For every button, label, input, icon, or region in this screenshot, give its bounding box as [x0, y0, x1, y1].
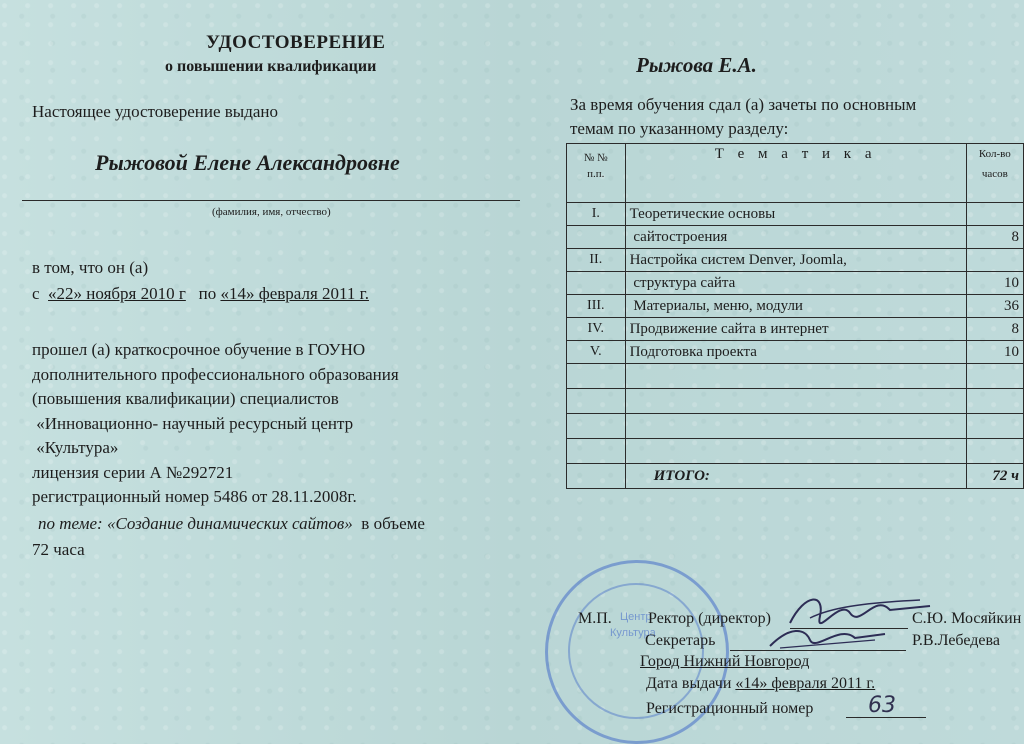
- header-topic: Т е м а т и к а: [625, 144, 966, 203]
- row-hours: 10: [966, 272, 1023, 295]
- row-hours: 10: [966, 341, 1023, 364]
- table-row-empty: [567, 364, 1024, 389]
- row-hours: [966, 203, 1023, 226]
- secretary-signature: [760, 618, 900, 658]
- body-text: [32, 338, 399, 510]
- header-number-line1: № №: [583, 152, 608, 164]
- issue-date: «14» февраля 2011 г.: [735, 675, 876, 692]
- stamp-text: Центр: [620, 611, 652, 623]
- table-row: [567, 203, 1024, 226]
- body-line: лицензия серии А №292721: [32, 462, 234, 482]
- rector-name: С.Ю. Мосяйкин: [912, 610, 1022, 627]
- table-row: [567, 249, 1024, 272]
- seal-place-label: М.П.: [578, 610, 612, 627]
- secretary-name: Р.В.Лебедева: [912, 632, 1000, 649]
- name-caption: (фамилия, имя, отчество): [212, 206, 331, 218]
- header-number: [567, 144, 626, 203]
- header-hours-line2: часов: [981, 168, 1008, 180]
- date-to: «14» февраля 2011 г.: [220, 284, 369, 303]
- row-hours: 36: [966, 295, 1023, 318]
- stamp-text-2: Культура: [610, 627, 656, 639]
- table-row-empty: [567, 414, 1024, 439]
- intro-line-2: темам по указанному разделу:: [570, 119, 789, 138]
- date-from: «22» ноября 2010 г: [48, 284, 186, 303]
- row-number: II.: [567, 249, 626, 272]
- row-topic: Подготовка проекта: [625, 341, 966, 364]
- rector-label: Ректор (директор): [648, 610, 771, 627]
- header-hours-line1: Кол-во: [978, 148, 1011, 160]
- volume-label: в объеме: [361, 514, 425, 533]
- topics-table: [566, 143, 1024, 489]
- table-row: [567, 295, 1024, 318]
- row-topic: Продвижение сайта в интернет: [625, 318, 966, 341]
- stamp-inner-ring: [568, 583, 704, 719]
- certificate-title: УДОСТОВЕРЕНИЕ: [206, 32, 386, 53]
- course-topic-line: [38, 514, 425, 534]
- row-topic: Материалы, меню, модули: [625, 295, 966, 318]
- total-value: 72 ч: [966, 464, 1023, 489]
- date-from-prefix: с: [32, 284, 40, 303]
- city: Город Нижний Новгород: [640, 653, 810, 670]
- table-total-row: [567, 464, 1024, 489]
- table-header-row: [567, 144, 1024, 203]
- header-hours: [966, 144, 1023, 203]
- header-number-line2: п.п.: [587, 168, 605, 180]
- table-row: [567, 272, 1024, 295]
- issue-date-label: Дата выдачи: [646, 675, 732, 692]
- body-line: дополнительного профессионального образования: [32, 364, 399, 384]
- row-hours: 8: [966, 318, 1023, 341]
- date-range: [32, 284, 369, 304]
- row-number: V.: [567, 341, 626, 364]
- table-row: [567, 226, 1024, 249]
- table-row-empty: [567, 439, 1024, 464]
- row-number: I.: [567, 203, 626, 226]
- body-line: «Инновационно- научный ресурсный центр: [32, 413, 354, 433]
- row-number: III.: [567, 295, 626, 318]
- row-number: [567, 272, 626, 295]
- row-number: IV.: [567, 318, 626, 341]
- row-hours: [966, 249, 1023, 272]
- certificate-subtitle: о повышении квалификации: [165, 58, 377, 75]
- recipient-short-name: Рыжова Е.А.: [636, 53, 757, 77]
- name-underline: [22, 200, 520, 201]
- date-to-prefix: по: [198, 284, 217, 303]
- issue-date-line: [646, 675, 875, 693]
- secretary-label: Секретарь: [645, 632, 716, 649]
- intro-line-1: За время обучения сдал (а) зачеты по основным: [570, 95, 917, 114]
- body-line: «Культура»: [32, 438, 119, 457]
- that-he-label: в том, что он (а): [32, 258, 149, 277]
- body-line: прошел (а) краткосрочное обучение в ГОУНО: [32, 340, 366, 359]
- table-row: [567, 318, 1024, 341]
- table-row-empty: [567, 389, 1024, 414]
- course-hours: 72 часа: [32, 540, 85, 559]
- row-topic: Настройка систем Denver, Joomla,: [625, 249, 966, 272]
- reg-number: 63: [868, 693, 896, 718]
- body-line: регистрационный номер 5486 от 28.11.2008г.: [32, 487, 357, 506]
- row-number: [567, 226, 626, 249]
- issued-to-label: Настоящее удостоверение выдано: [32, 102, 279, 121]
- table-row: [567, 341, 1024, 364]
- body-line: (повышения квалификации) специалистов: [32, 389, 339, 408]
- course-topic: по теме: «Создание динамических сайтов»: [38, 514, 353, 533]
- row-topic: структура сайта: [625, 272, 966, 295]
- row-topic: Теоретические основы: [625, 203, 966, 226]
- row-topic: сайтостроения: [625, 226, 966, 249]
- recipient-full-name: Рыжовой Елене Александровне: [95, 150, 400, 175]
- row-hours: 8: [966, 226, 1023, 249]
- total-label: ИТОГО:: [625, 464, 966, 489]
- reg-number-label: Регистрационный номер: [646, 700, 814, 717]
